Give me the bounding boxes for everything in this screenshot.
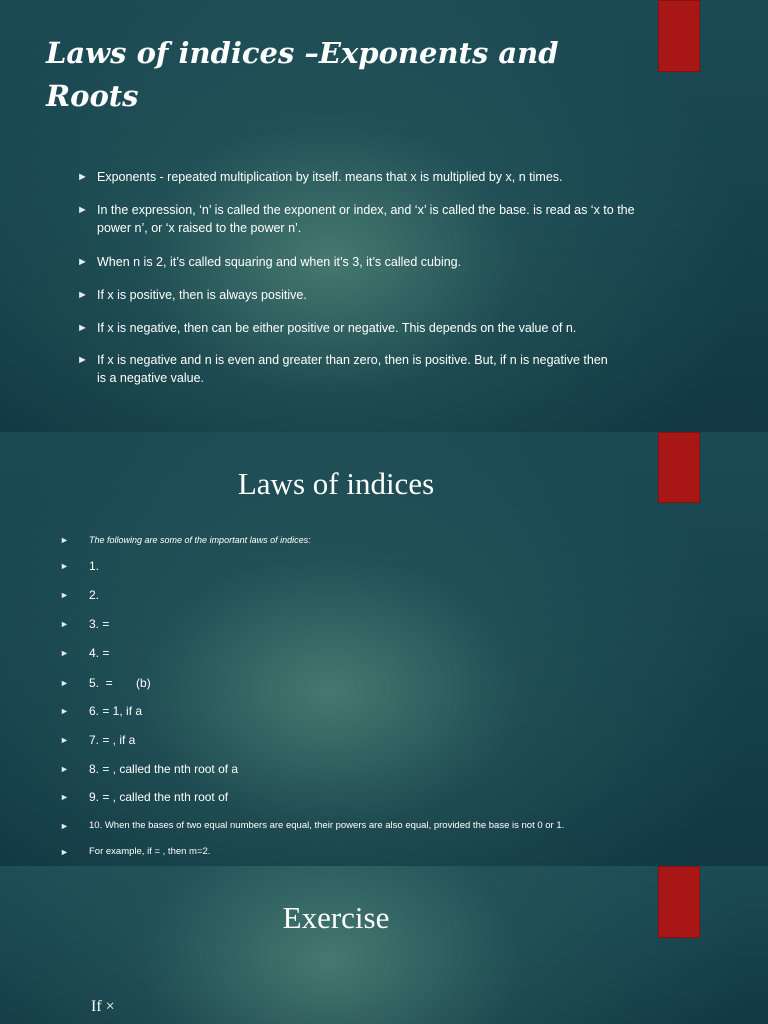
bullet-marker-icon: ► <box>60 706 69 716</box>
law-text: 5. = (b) <box>89 676 151 690</box>
example-text: For example, if = , then m=2. <box>89 846 211 857</box>
list-item <box>60 616 649 632</box>
bullet-item <box>77 319 637 337</box>
bullet-marker-icon: ► <box>60 792 69 802</box>
bullet-marker-icon: ► <box>60 847 69 857</box>
bullet-item <box>77 351 617 387</box>
bullet-text: If x is positive, then is always positive. <box>97 288 307 302</box>
list-item <box>60 703 649 719</box>
law-text: 4. = <box>89 646 110 660</box>
bullet-marker-icon: ► <box>60 821 69 831</box>
slide-title: Laws of indices –Exponents and Roots <box>46 36 559 113</box>
bullet-marker-icon: ► <box>60 648 69 658</box>
bullet-marker-icon: ► <box>60 590 69 600</box>
bullet-marker-icon: ► <box>77 204 88 216</box>
law-text: 9. = , called the nth root of <box>89 790 229 804</box>
bullet-marker-icon: ► <box>60 535 69 545</box>
slide-exponents-and-roots <box>0 0 768 432</box>
bullet-item <box>77 168 637 186</box>
bullet-marker-icon: ► <box>77 256 88 268</box>
slide-title: Exercise <box>282 900 390 935</box>
list-item <box>60 844 649 860</box>
intro-text: The following are some of the important laws of indices: <box>89 535 311 545</box>
list-item <box>60 789 649 805</box>
list-item <box>60 532 649 548</box>
bullet-marker-icon: ► <box>60 678 69 688</box>
bullet-text: If x is negative and n is even and greater than zero, then is positive. But, if n is negative then is a negative value. <box>97 353 608 385</box>
bullet-marker-icon: ► <box>60 561 69 571</box>
list-item <box>60 761 649 777</box>
law-text: 1. <box>89 559 100 573</box>
list-item <box>60 675 649 691</box>
bullet-marker-icon: ► <box>60 735 69 745</box>
law-text: 7. = , if a <box>89 733 136 747</box>
law-text: 3. = <box>89 617 110 631</box>
bullet-text: When n is 2, it’s called squaring and when it’s 3, it’s called cubing. <box>97 255 462 269</box>
bullet-text: Exponents - repeated multiplication by itself. means that x is multiplied by x, n times. <box>97 170 563 184</box>
slide-exercise <box>0 866 768 1024</box>
bullet-marker-icon: ► <box>77 322 88 334</box>
bullet-marker-icon: ► <box>60 764 69 774</box>
bullet-item <box>77 201 637 237</box>
bullet-item <box>77 286 637 304</box>
law-text: 2. <box>89 588 100 602</box>
list-item <box>60 818 649 834</box>
list-item <box>60 558 649 574</box>
bullet-marker-icon: ► <box>77 354 88 366</box>
list-item <box>60 587 649 603</box>
list-item <box>60 645 649 661</box>
law-text: 6. = 1, if a <box>89 704 143 718</box>
slide-title: Laws of indices <box>237 466 435 501</box>
law-text: 10. When the bases of two equal numbers are equal, their powers are also equal, provided the base is not 0 or 1. <box>89 820 565 831</box>
bullet-marker-icon: ► <box>77 289 88 301</box>
red-accent-tab <box>658 0 700 72</box>
bullet-marker-icon: ► <box>77 171 88 183</box>
exercise-text: If × <box>91 998 115 1015</box>
slide-laws-of-indices <box>0 432 768 866</box>
law-text: 8. = , called the nth root of a <box>89 762 239 776</box>
bullet-marker-icon: ► <box>60 619 69 629</box>
bullet-text: If x is negative, then can be either positive or negative. This depends on the value of n. <box>97 321 577 335</box>
list-item <box>60 732 649 748</box>
bullet-text: In the expression, ‘n’ is called the exponent or index, and ‘x’ is called the base. is read as ‘x to the power n’, or ‘x raised to the power n’. <box>97 203 635 235</box>
bullet-item <box>77 253 637 271</box>
